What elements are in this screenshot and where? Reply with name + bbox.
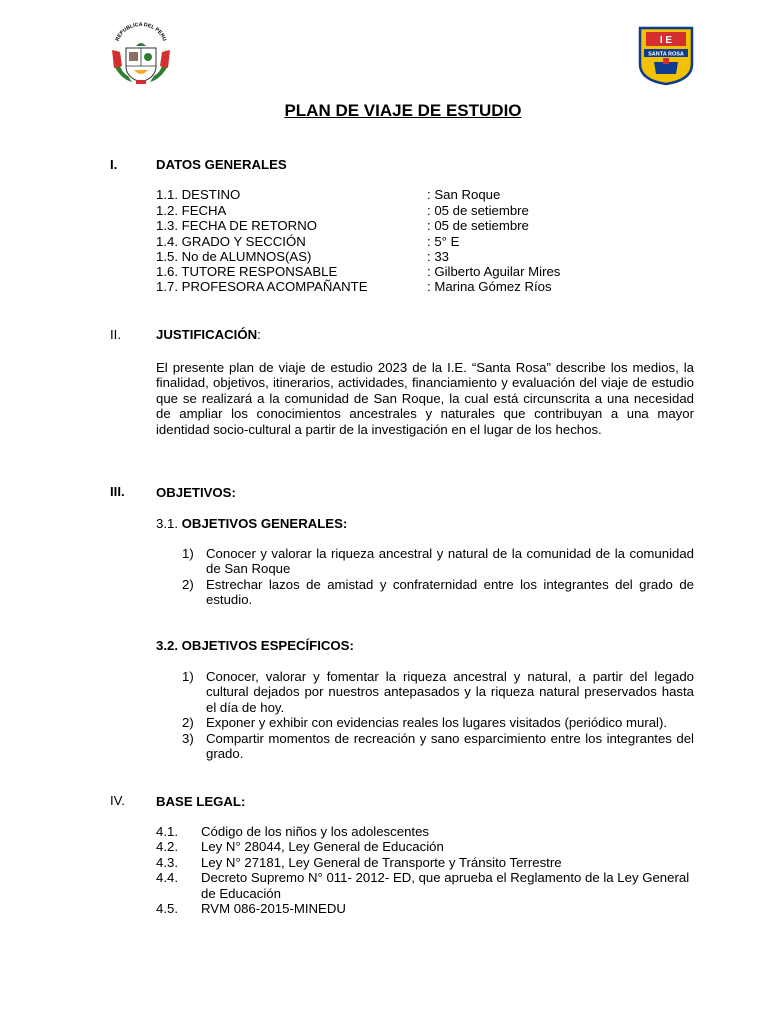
data-value: : 33: [427, 249, 449, 264]
justification-paragraph: El presente plan de viaje de estudio 2023 de la I.E. “Santa Rosa” describe los medios, la finalidad, objetivos, itinerarios, actividades, financiamiento y evaluación del viaje de estudio que se realizará a la comunidad de San Roque, la cual está circunscrita a una necesidad de ampliar los conocimientos ancestrales y naturales que contribuyan a una mayor identidad socio-cultural a partir de la investigación en el lugar de los hechos.: [156, 360, 694, 437]
list-item-number: 1): [182, 546, 194, 561]
list-item-text: Conocer y valorar la riqueza ancestral y natural de la comunidad de la comunidad de San Roque: [206, 546, 694, 577]
list-item-number: 1): [182, 669, 194, 684]
list-item-text: Código de los niños y los adolescentes: [201, 824, 429, 839]
shield-band-text: SANTA ROSA: [648, 51, 684, 58]
data-row: [156, 218, 696, 234]
list-item-text: Exponer y exhibir con evidencias reales los lugares visitados (periódico mural).: [206, 715, 668, 731]
emblem-caption: REPUBLICA DEL PERU: [114, 22, 168, 43]
section-3-number: III.: [110, 484, 125, 499]
data-row: [156, 264, 696, 280]
data-label: 1.3. FECHA DE RETORNO: [156, 218, 317, 233]
list-item: [156, 901, 696, 916]
data-value: : Marina Gómez Ríos: [427, 279, 552, 294]
data-label: 1.1. DESTINO: [156, 187, 241, 202]
shield-initials: I E: [659, 35, 673, 46]
list-item: [156, 546, 694, 577]
data-value: : 5° E: [427, 234, 460, 249]
general-objectives-list: [156, 546, 694, 608]
data-row: [156, 279, 696, 295]
data-value: : 05 de setiembre: [427, 218, 529, 233]
subsection-3-1-title: OBJETIVOS GENERALES:: [181, 516, 348, 531]
section-2-title: JUSTIFICACIÓN: [156, 327, 258, 342]
list-item: [156, 824, 696, 839]
data-row: [156, 203, 696, 219]
section-4-number: IV.: [110, 793, 125, 808]
list-item-text: RVM 086-2015-MINEDU: [201, 901, 346, 917]
list-item-number: 4.5.: [156, 901, 178, 917]
list-item: [156, 731, 694, 762]
list-item: [156, 715, 694, 730]
list-item-text: Conocer, valorar y fomentar la riqueza ancestral y natural, a partir del legado cultural dejados por nuestros antepasados y la riqueza natural preservados hasta el día de hoy.: [206, 669, 694, 715]
data-row: [156, 234, 696, 250]
data-row: [156, 187, 696, 203]
data-row: [156, 249, 696, 265]
list-item-text: Estrechar lazos de amistad y confraternidad entre los integrantes del grado de estudio.: [206, 576, 694, 608]
subsection-3-1-heading: [156, 516, 347, 531]
section-2-number: II.: [110, 327, 121, 342]
section-2-heading: [156, 327, 261, 342]
section-1-title: DATOS GENERALES: [156, 157, 287, 172]
data-label: 1.7. PROFESORA ACOMPAÑANTE: [156, 279, 368, 294]
list-item-text: Decreto Supremo N° 011- 2012- ED, que aprueba el Reglamento de la Ley General de Educación: [201, 870, 690, 901]
list-item-number: 2): [182, 576, 194, 592]
list-item-number: 3): [182, 730, 194, 746]
data-label: 1.5. No de ALUMNOS(AS): [156, 249, 312, 264]
list-item-number: 4.2.: [156, 839, 178, 855]
list-item-text: Ley N° 27181, Ley General de Transporte y Tránsito Terrestre: [201, 854, 562, 870]
data-label: 1.2. FECHA: [156, 203, 227, 218]
data-value: : Gilberto Aguilar Mires: [427, 264, 561, 279]
list-item: [156, 577, 694, 608]
section-2-colon: :: [257, 327, 261, 342]
section-3-title: OBJETIVOS:: [156, 485, 236, 500]
document-title: PLAN DE VIAJE DE ESTUDIO: [284, 101, 522, 120]
subsection-3-2-title: 3.2. OBJETIVOS ESPECÍFICOS:: [156, 638, 354, 653]
legal-basis-list: [156, 824, 696, 916]
subsection-3-1-number: 3.1.: [156, 516, 182, 531]
list-item: [156, 870, 696, 901]
svg-text:REPUBLICA DEL PERU: [115, 22, 167, 42]
list-item: [156, 839, 696, 854]
list-item-number: 4.1.: [156, 824, 178, 839]
list-item: [156, 855, 696, 870]
list-item-number: 4.3.: [156, 854, 178, 870]
list-item: [156, 669, 694, 715]
list-item-number: 4.4.: [156, 870, 178, 886]
data-value: : San Roque: [427, 187, 501, 202]
list-item-text: Compartir momentos de recreación y sano esparcimiento entre los integrantes del grado.: [206, 730, 694, 762]
section-4-title: BASE LEGAL:: [156, 794, 246, 809]
list-item-number: 2): [182, 715, 194, 731]
section-1-number: I.: [110, 157, 118, 172]
data-value: : 05 de setiembre: [427, 203, 529, 218]
list-item-text: Ley N° 28044, Ley General de Educación: [201, 839, 444, 855]
specific-objectives-list: [156, 669, 694, 761]
school-shield-logo: [638, 26, 694, 86]
peru-coat-of-arms-logo: [106, 22, 176, 86]
data-label: 1.4. GRADO Y SECCIÓN: [156, 234, 306, 249]
data-label: 1.6. TUTORE RESPONSABLE: [156, 264, 338, 279]
